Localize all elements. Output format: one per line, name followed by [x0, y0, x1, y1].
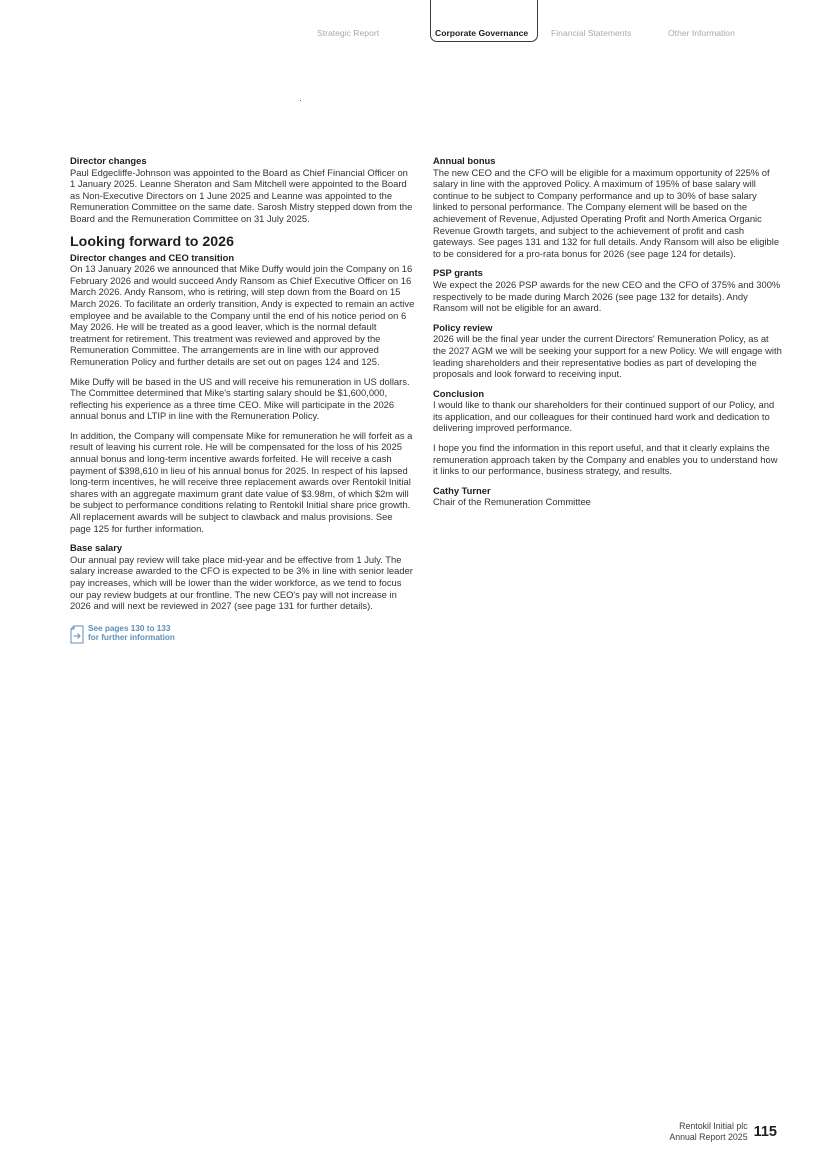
annual-bonus-text: The new CEO and the CFO will be eligible for a maximum opportunity of 225% of salary in line with the approved Policy. A maximum of 195% of base salary will continue to be subject to Company performance and up to 30% of base salary linked to personal performance. The Company element will be based on the achievement of Revenue, Adjusted Operating Profit and North America Organic Revenue Growth targets, and subject to the achievement of profit and cash gateways. See pages 131 and 132 for full details. Andy Ransom will also be eligible to be considered for a pro-rata bonus for 2026 (see page 124 for details).	[433, 166, 780, 259]
footer-company: Rentokil Initial plc	[679, 1121, 748, 1131]
tab-other-information[interactable]: Other Information	[668, 28, 735, 38]
section-nav	[0, 0, 825, 50]
conclusion-text: I would like to thank our shareholders for their continued support of our Policy, and its application, and our colleagues for their continued hard work and dedication to delivering improved performance.	[433, 399, 775, 434]
cross-reference-text	[88, 624, 175, 643]
page-footer	[669, 1121, 777, 1142]
annual-bonus-heading: Annual bonus	[433, 155, 496, 166]
page-number: 115	[753, 1123, 777, 1140]
stray-dot	[300, 100, 301, 101]
page-arrow-icon	[70, 625, 84, 644]
mike-duffy-salary-text: Mike Duffy will be based in the US and will receive his remuneration in US dollars. The Committee determined that Mike's starting salary should be $1,600,000, reflecting his experience as a three time CEO. Mike will participate in the 2026 annual bonus and LTIP in line with the Remuneration Policy.	[70, 375, 410, 422]
footer-caption	[669, 1121, 747, 1142]
director-changes-heading: Director changes	[70, 155, 147, 166]
base-salary-heading: Base salary	[70, 542, 123, 554]
closing-text: I hope you find the information in this report useful, and that it clearly explains the remuneration approach taken by the Company and enables you to understand how it links to our performance, business strategy, and results.	[433, 442, 778, 477]
signature-role: Chair of the Remuneration Committee	[433, 496, 591, 508]
right-column	[433, 155, 783, 516]
footer-report: Annual Report 2025	[669, 1131, 748, 1142]
tab-corporate-governance[interactable]: Corporate Governance	[430, 0, 538, 42]
signature-name: Cathy Turner	[433, 484, 491, 496]
cross-reference-link[interactable]	[70, 624, 415, 644]
ceo-transition-text: On 13 January 2026 we announced that Mike Duffy would join the Company on 16 February 2026 and would succeed Andy Ransom as Chief Executive Officer on 16 March 2026. Andy Ransom, who is retiring, will step down from the Board on 15 March 2026. To facilitate an orderly transition, Andy is expected to remain an active employee and be available to the Company until the end of his notice period on 6 May 2026. He will be treated as a good leaver, which is the normal default treatment for retirement. This treatment was reviewed and approved by the Remuneration Committee. The arrangements are in line with our approved Remuneration Policy and further details are set out on pages 124 and 125.	[70, 263, 415, 367]
cross-reference-line-1: See pages 130 to 133	[88, 623, 171, 633]
psp-grants-text: We expect the 2026 PSP awards for the new CEO and the CFO of 375% and 300% respectively to be made during March 2026 (see page 132 for details). Andy Ransom will not be eligible for an award.	[433, 278, 781, 314]
director-changes-text: Paul Edgecliffe-Johnson was appointed to the Board as Chief Financial Officer on 1 January 2025. Leanne Sheraton and Sam Mitchell were appointed to the Board as Non-Executive Directors on 1 June 2025 and Leanne was appointed to the Remuneration Committee on the same date. Sarosh Mistry stepped down from the Board and the Remuneration Committee on 31 July 2025.	[70, 166, 413, 224]
psp-grants-heading: PSP grants	[433, 267, 483, 279]
left-column	[70, 155, 415, 644]
compensation-text: In addition, the Company will compensate Mike for remuneration he will forfeit as a result of leaving his current role. He will be compensated for the loss of his 2025 annual bonus and long-term incentive awards forfeited. He will receive a cash payment of $398,610 in lieu of his annual bonus for 2025. In respect of his lapsed long-term incentives, he will receive three replacement awards over Rentokil Initial shares with an aggregate maximum grant date value of $3.98m, of which $2m will be subject to performance conditions relating to Rentokil Initial share price growth. All replacement awards will be subject to clawback and malus provisions. See page 125 for further information.	[70, 429, 413, 534]
policy-review-heading: Policy review	[433, 321, 493, 333]
looking-forward-title: Looking forward to 2026	[70, 233, 234, 250]
tab-financial-statements[interactable]: Financial Statements	[551, 28, 632, 38]
policy-review-text: 2026 will be the final year under the current Directors' Remuneration Policy, as at the 2027 AGM we will be seeking your support for a new Policy. We will engage with leading shareholders and their representative bodies as part of developing the proposals and look forward to receiving input.	[433, 333, 782, 380]
cross-reference-line-2: for further information	[88, 633, 175, 643]
tab-strategic-report[interactable]: Strategic Report	[317, 28, 380, 38]
base-salary-text: Our annual pay review will take place mid-year and be effective from 1 July. The salary increase awarded to the CFO is expected to be 3% in line with senior leader pay increases, which will be lower than the wider workforce, as we tend to focus our pay review budgets at our frontline. The new CEO's pay will not increase in 2026 and will next be reviewed in 2027 (see page 131 for further details).	[70, 553, 413, 612]
ceo-transition-heading: Director changes and CEO transition	[70, 251, 235, 263]
conclusion-heading: Conclusion	[433, 387, 485, 399]
